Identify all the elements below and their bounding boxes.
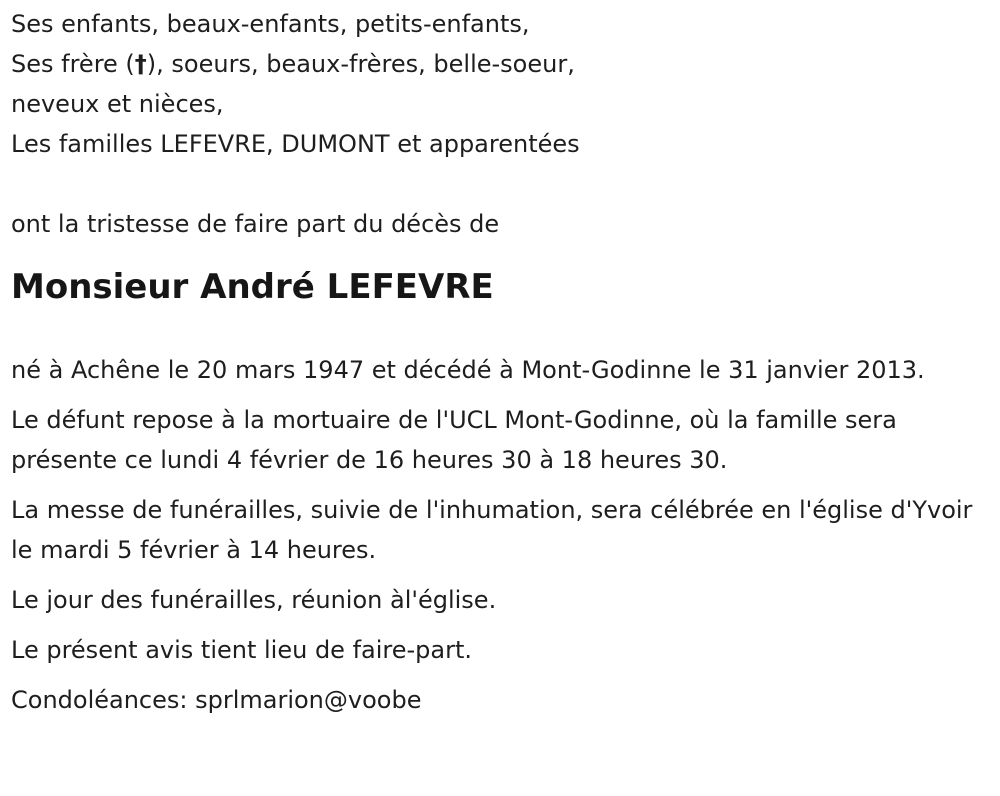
family-list [11, 4, 986, 164]
reunion-info: Le jour des funérailles, réunion àl'église. [11, 586, 497, 614]
notice-details [11, 350, 986, 720]
family-line-siblings [11, 44, 986, 84]
condolences-contact: Condoléances: sprlmarion@voobe [11, 686, 422, 714]
birth-death-dates: né à Achêne le 20 mars 1947 et décédé à Mont-Godinne le 31 janvier 2013. [11, 356, 925, 384]
family-line-children: Ses enfants, beaux-enfants, petits-enfants, [11, 10, 530, 38]
death-notice [11, 4, 986, 730]
family-line-siblings-end: ), soeurs, beaux-frères, belle-soeur, [146, 50, 575, 78]
deceased-name: Monsieur André LEFEVRE [11, 267, 494, 307]
mortuary-info: Le défunt repose à la mortuaire de l'UCL Mont-Godinne, où la famille sera présente ce lundi 4 février de 16 heures 30 à 18 heures 30. [11, 406, 897, 474]
notice-statement: Le présent avis tient lieu de faire-part. [11, 636, 473, 664]
announcement-text: ont la tristesse de faire part du décès de [11, 210, 500, 238]
family-line-siblings-start: Ses frère ( [11, 50, 135, 78]
family-line-nephews: neveux et nièces, [11, 90, 224, 118]
cross-icon: † [134, 50, 147, 78]
spacer [11, 164, 986, 204]
family-line-families: Les familles LEFEVRE, DUMONT et apparentées [11, 130, 580, 158]
funeral-mass-info: La messe de funérailles, suivie de l'inhumation, sera célébrée en l'église d'Yvoir le mardi 5 février à 14 heures. [11, 496, 973, 564]
